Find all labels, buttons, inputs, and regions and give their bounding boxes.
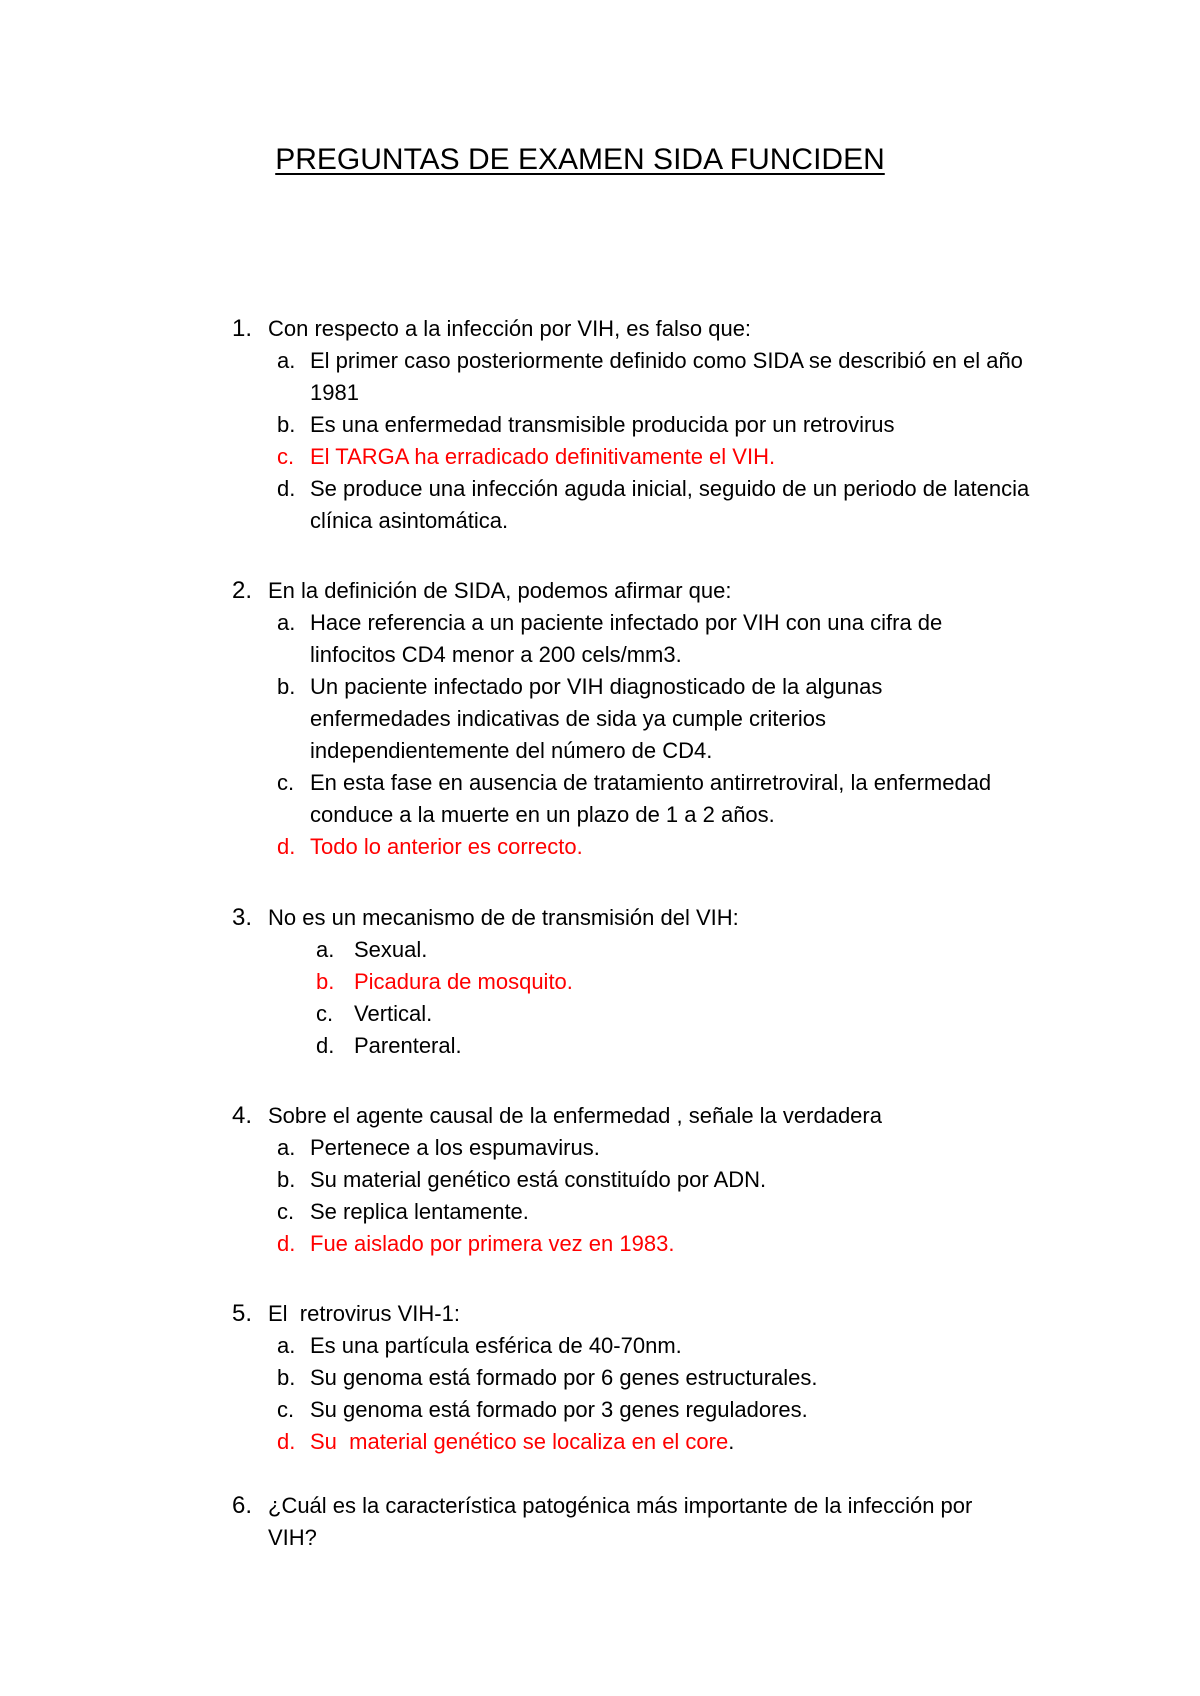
- question-number: 4.: [232, 1102, 253, 1129]
- option-letter: a.: [277, 348, 296, 373]
- option-text: El primer caso posteriormente definido como SIDA se describió en el año 1981: [310, 348, 1023, 405]
- option-text: Parenteral.: [354, 1033, 462, 1058]
- option-letter: c.: [277, 1397, 295, 1422]
- option-text: Picadura de mosquito.: [354, 969, 573, 994]
- question-number: 5.: [232, 1300, 253, 1327]
- option-letter: b.: [277, 412, 296, 437]
- question-stem: Con respecto a la infección por VIH, es falso que:: [268, 316, 752, 341]
- option-letter: d.: [316, 1033, 335, 1058]
- question-number: 3.: [232, 904, 253, 931]
- option-letter: a.: [316, 937, 335, 962]
- option-letter: a.: [277, 1135, 296, 1160]
- option-text: Vertical.: [354, 1001, 433, 1026]
- option-letter: c.: [277, 444, 295, 469]
- option-text: Sexual.: [354, 937, 428, 962]
- option-letter: c.: [277, 1199, 295, 1224]
- option-letter: c.: [316, 1001, 334, 1026]
- option-letter: b.: [277, 674, 296, 699]
- question-number: 1.: [232, 315, 253, 342]
- option-text: Fue aislado por primera vez en 1983.: [310, 1231, 675, 1256]
- option-text: Todo lo anterior es correcto.: [310, 834, 583, 859]
- option-text: El TARGA ha erradicado definitivamente el VIH.: [310, 444, 776, 469]
- option-letter: b.: [277, 1365, 296, 1390]
- option-text: Su genoma está formado por 3 genes reguladores.: [310, 1397, 808, 1422]
- option-trailing-period: .: [728, 1429, 735, 1454]
- option-text: Es una partícula esférica de 40-70nm.: [310, 1333, 682, 1358]
- option-letter: d.: [277, 1429, 296, 1454]
- option-letter: d.: [277, 1231, 296, 1256]
- page-title: PREGUNTAS DE EXAMEN SIDA FUNCIDEN: [275, 143, 885, 176]
- option-text: Su material genético está constituído por ADN.: [310, 1167, 767, 1192]
- question-stem: En la definición de SIDA, podemos afirmar que:: [268, 578, 732, 603]
- option-letter: d.: [277, 834, 296, 859]
- question-number: 2.: [232, 577, 253, 604]
- option-text: En esta fase en ausencia de tratamiento antirretroviral, la enfermedad conduce a la muerte en un plazo de 1 a 2 años.: [310, 770, 992, 827]
- option-letter: b.: [316, 969, 335, 994]
- question-stem: No es un mecanismo de de transmisión del VIH:: [268, 905, 739, 930]
- option-text: Un paciente infectado por VIH diagnosticado de la algunas enfermedades indicativas de sida ya cumple criterios independientemente del número de CD4.: [310, 674, 883, 763]
- question-stem: Sobre el agente causal de la enfermedad , señale la verdadera: [268, 1103, 882, 1128]
- option-text: [310, 1426, 1030, 1458]
- option-text: Se replica lentamente.: [310, 1199, 529, 1224]
- option-letter: a.: [277, 1333, 296, 1358]
- option-letter: a.: [277, 610, 296, 635]
- option-letter: c.: [277, 770, 295, 795]
- option-text: Pertenece a los espumavirus.: [310, 1135, 600, 1160]
- option-text: Su genoma está formado por 6 genes estructurales.: [310, 1365, 818, 1390]
- option-text: Hace referencia a un paciente infectado por VIH con una cifra de linfocitos CD4 menor a 200 cels/mm3.: [310, 610, 943, 667]
- option-text-correct: Su material genético se localiza en el core: [310, 1429, 729, 1454]
- question-stem: ¿Cuál es la característica patogénica más importante de la infección por VIH?: [268, 1493, 973, 1550]
- option-text: Se produce una infección aguda inicial, seguido de un periodo de latencia clínica asintomática.: [310, 476, 1030, 533]
- question-stem: El retrovirus VIH-1:: [268, 1301, 460, 1326]
- option-text: Es una enfermedad transmisible producida por un retrovirus: [310, 412, 895, 437]
- option-letter: b.: [277, 1167, 296, 1192]
- question-number: 6.: [232, 1492, 253, 1519]
- option-letter: d.: [277, 476, 296, 501]
